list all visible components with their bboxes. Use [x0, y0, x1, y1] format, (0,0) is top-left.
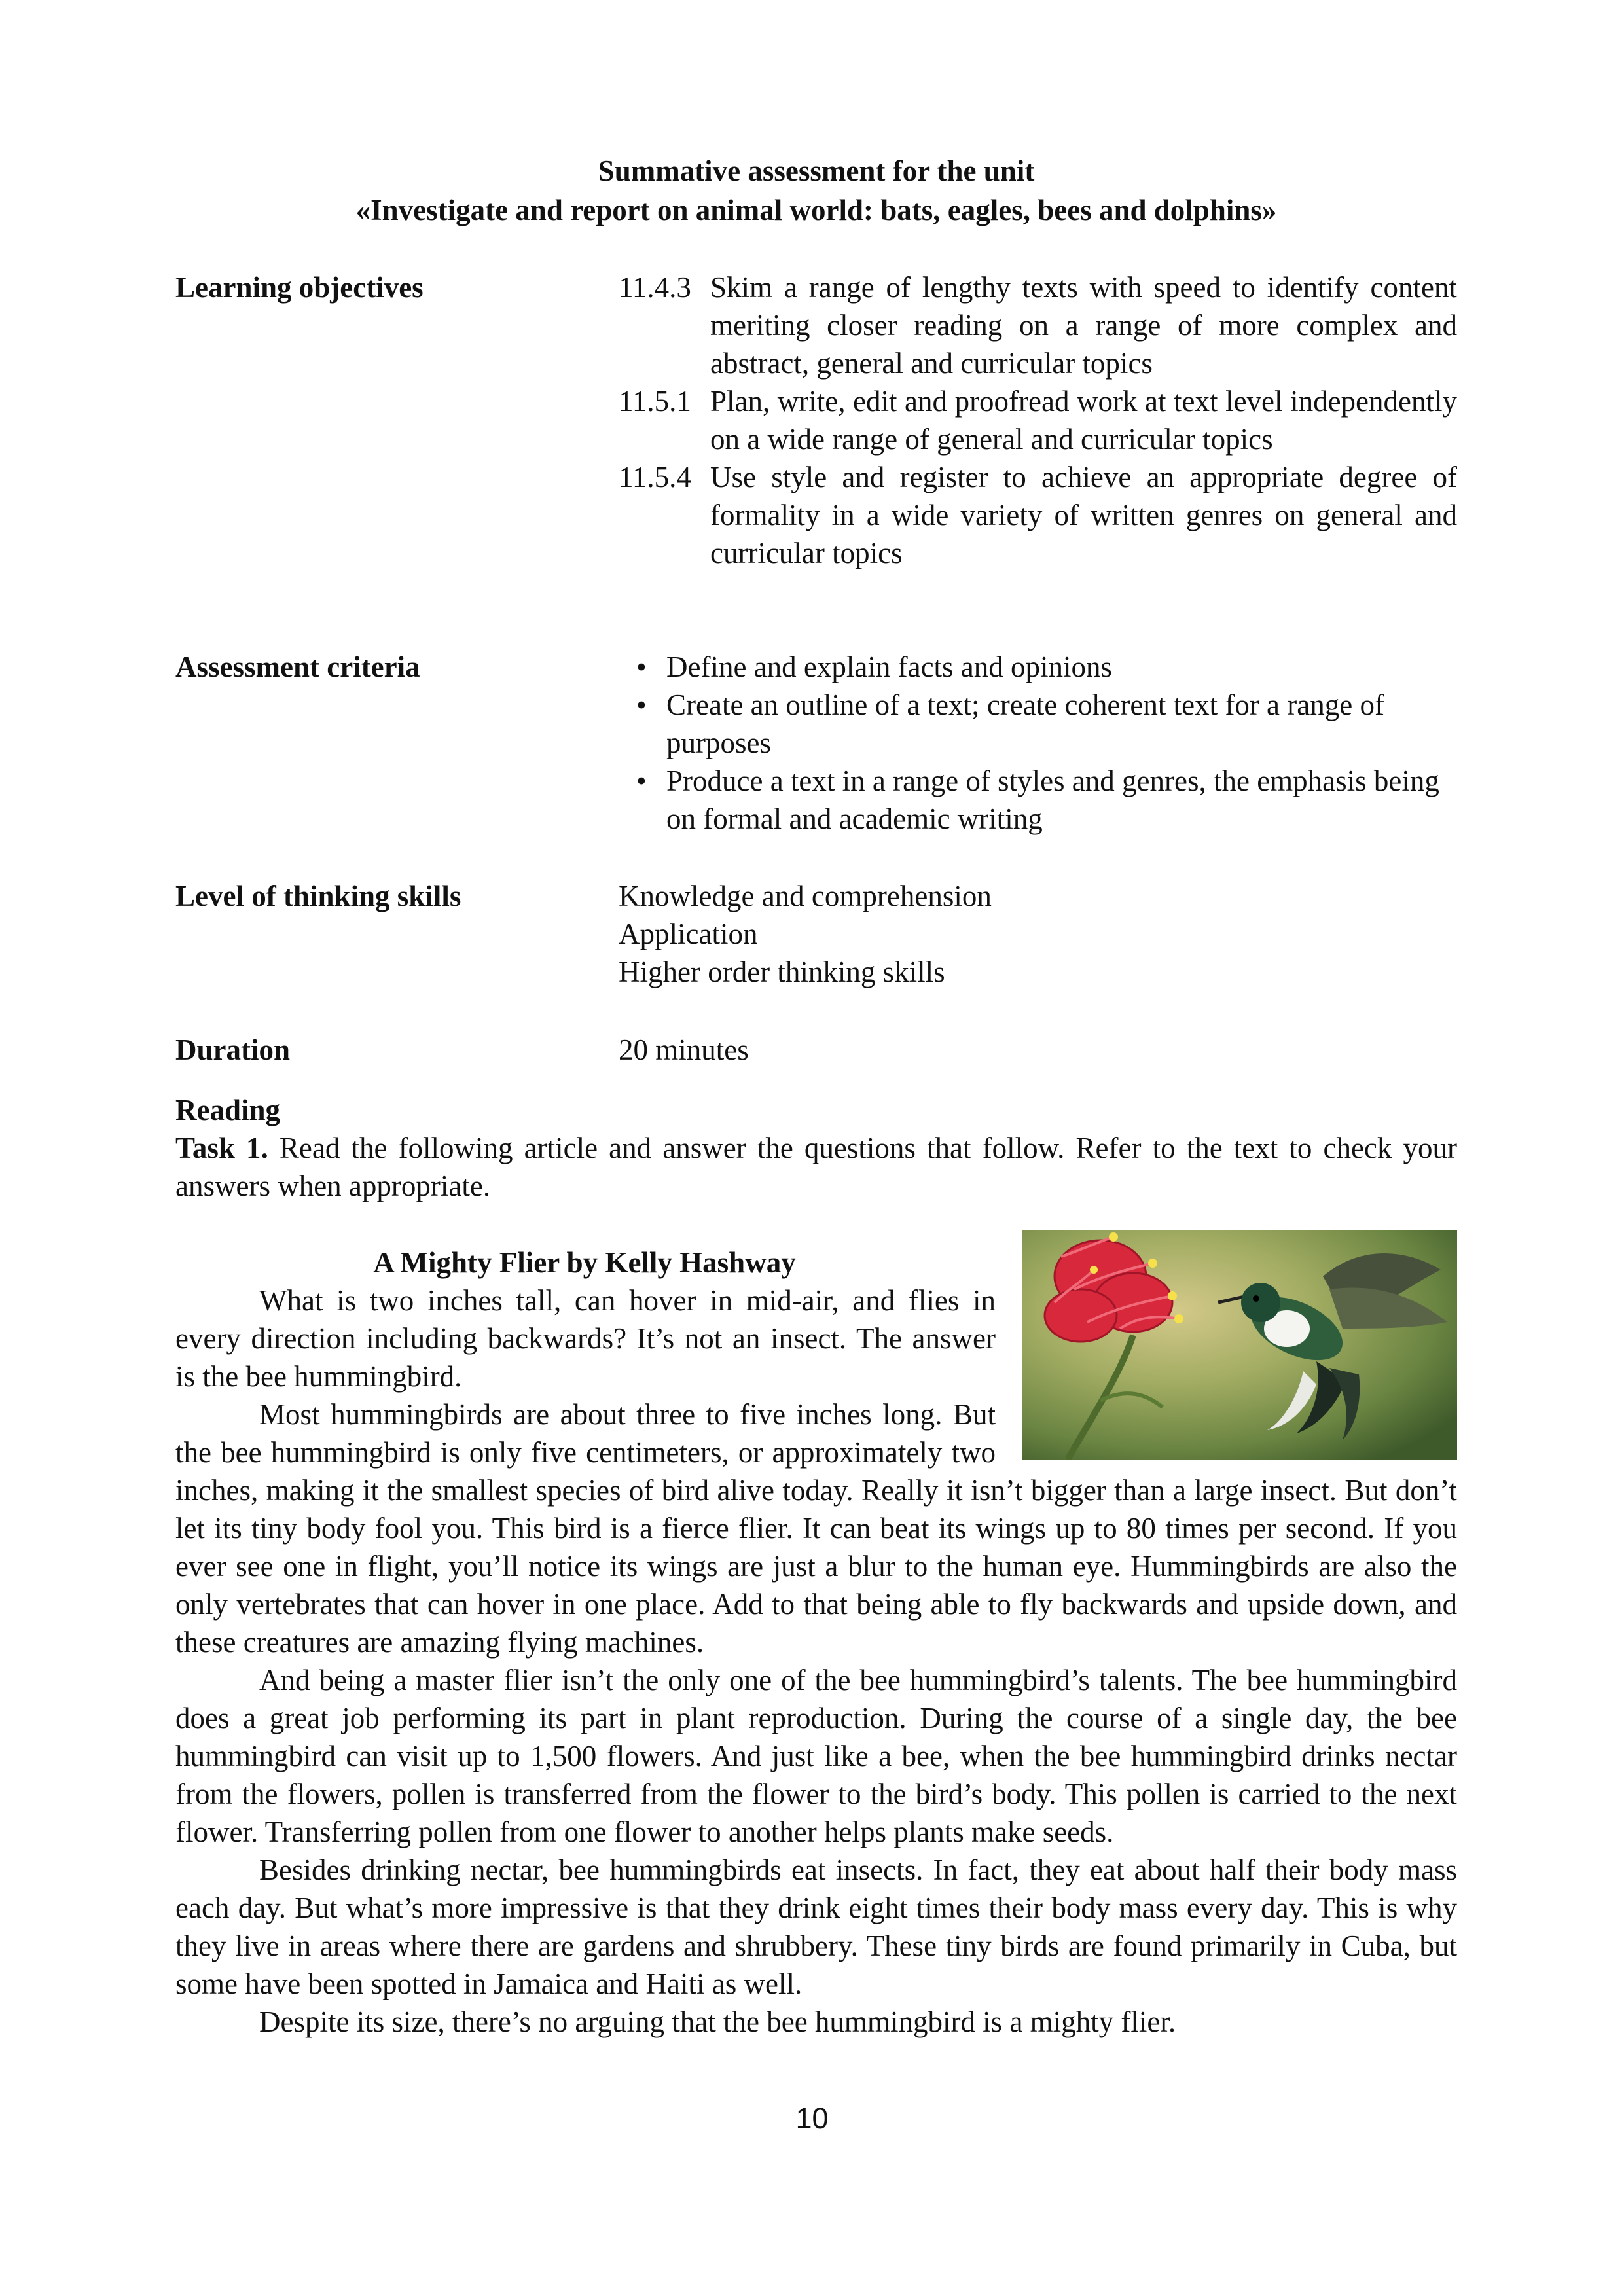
objective-code: 11.5.1 — [619, 385, 691, 418]
bullet-icon: • — [636, 689, 647, 721]
learning-objectives-label: Learning objectives — [175, 271, 424, 304]
learning-objectives-list — [619, 268, 1457, 572]
thinking-skill-item: Higher order thinking skills — [619, 956, 945, 988]
objective-code: 11.4.3 — [619, 271, 691, 304]
duration-value: 20 minutes — [619, 1033, 749, 1066]
objective-item — [619, 382, 1457, 458]
bullet-icon: • — [636, 764, 647, 797]
article-paragraph: Despite its size, there’s no arguing that the bee hummingbird is a mighty flier. — [259, 2005, 1176, 2038]
page-number: 10 — [795, 2102, 829, 2135]
objective-text: Plan, write, edit and proofread work at text level independently on a wide range of general and curricular topics — [710, 385, 1457, 456]
article-paragraph: What is two inches tall, can hover in mid-air, and flies in every direction including backwards? It’s not an insect. The answer is the bee hummingbird. — [175, 1284, 996, 1393]
hummingbird-icon — [1022, 1230, 1457, 1460]
objective-item — [619, 268, 1457, 382]
criteria-item: • Create an outline of a text; create coherent text for a range of purposes — [619, 686, 1457, 762]
thinking-skills-label: Level of thinking skills — [175, 880, 461, 912]
thinking-skill-item: Knowledge and comprehension — [619, 880, 992, 912]
article-paragraph: And being a master flier isn’t the only one of the bee hummingbird’s talents. The bee hummingbird does a great job performing its part in plant reproduction. During the course of a single day, the bee hummingbird can visit up to 1,500 flowers. And just like a bee, when the bee hummingbird drinks nectar from the flowers, pollen is transferred from the flower to the bird’s body. This pollen is carried to the next flower. Transferring pollen from one flower to another helps plants make seeds. — [175, 1664, 1457, 1848]
bullet-icon: • — [636, 651, 647, 683]
title-line-2: «Investigate and report on animal world: bats, eagles, bees and dolphins» — [355, 194, 1277, 226]
document-title — [175, 152, 1457, 230]
hummingbird-photo — [1022, 1230, 1457, 1460]
article-paragraph: Besides drinking nectar, bee hummingbirds eat insects. In fact, they eat about half their body mass each day. But what’s more impressive is that they drink eight times their body mass every day. This is why they live in areas where there are gardens and shrubbery. These tiny birds are found primarily in Cuba, but some have been spotted in Jamaica and Haiti as well. — [175, 1854, 1457, 2000]
reading-heading: Reading — [175, 1094, 281, 1126]
objective-text: Skim a range of lengthy texts with speed to identify content meriting closer reading on a range of more complex and abstract, general and curricular topics — [710, 271, 1457, 380]
objective-text: Use style and register to achieve an appropriate degree of formality in a wide variety of written genres on general and curricular topics — [710, 461, 1457, 569]
objective-code: 11.5.4 — [619, 461, 691, 493]
duration-label: Duration — [175, 1033, 291, 1066]
article — [175, 1244, 1457, 2041]
objective-item — [619, 458, 1457, 572]
criteria-item: • Produce a text in a range of styles and genres, the emphasis being on formal and academic writing — [619, 762, 1457, 838]
task-text: Read the following article and answer the questions that follow. Refer to the text to check your answers when appropriate. — [175, 1132, 1457, 1202]
title-line-1: Summative assessment for the unit — [598, 154, 1035, 187]
assessment-criteria-list — [619, 648, 1457, 838]
article-paragraph: Most hummingbirds are about three to five inches long. But the bee hummingbird is only five centimeters, or approximately two inches, making it the smallest species of bird alive today. Really it isn’t bigger than a large insect. But don’t let its tiny body fool you. This bird is a fierce flier. It can beat its wings up to 80 times per second. If you ever see one in flight, you’ll notice its wings are just a blur to the human eye. Hummingbirds are also the only vertebrates that can hover in one place. Add to that being able to fly backwards and upside down, and these creatures are amazing flying machines. — [175, 1398, 1457, 1659]
task-label: Task 1. — [175, 1132, 268, 1164]
task-instructions — [175, 1129, 1457, 1205]
article-title: A Mighty Flier by Kelly Hashway — [373, 1246, 796, 1279]
criteria-item: • Define and explain facts and opinions — [619, 648, 1457, 686]
thinking-skills-list — [619, 877, 1457, 991]
assessment-criteria-label: Assessment criteria — [175, 651, 420, 683]
thinking-skill-item: Application — [619, 918, 758, 950]
